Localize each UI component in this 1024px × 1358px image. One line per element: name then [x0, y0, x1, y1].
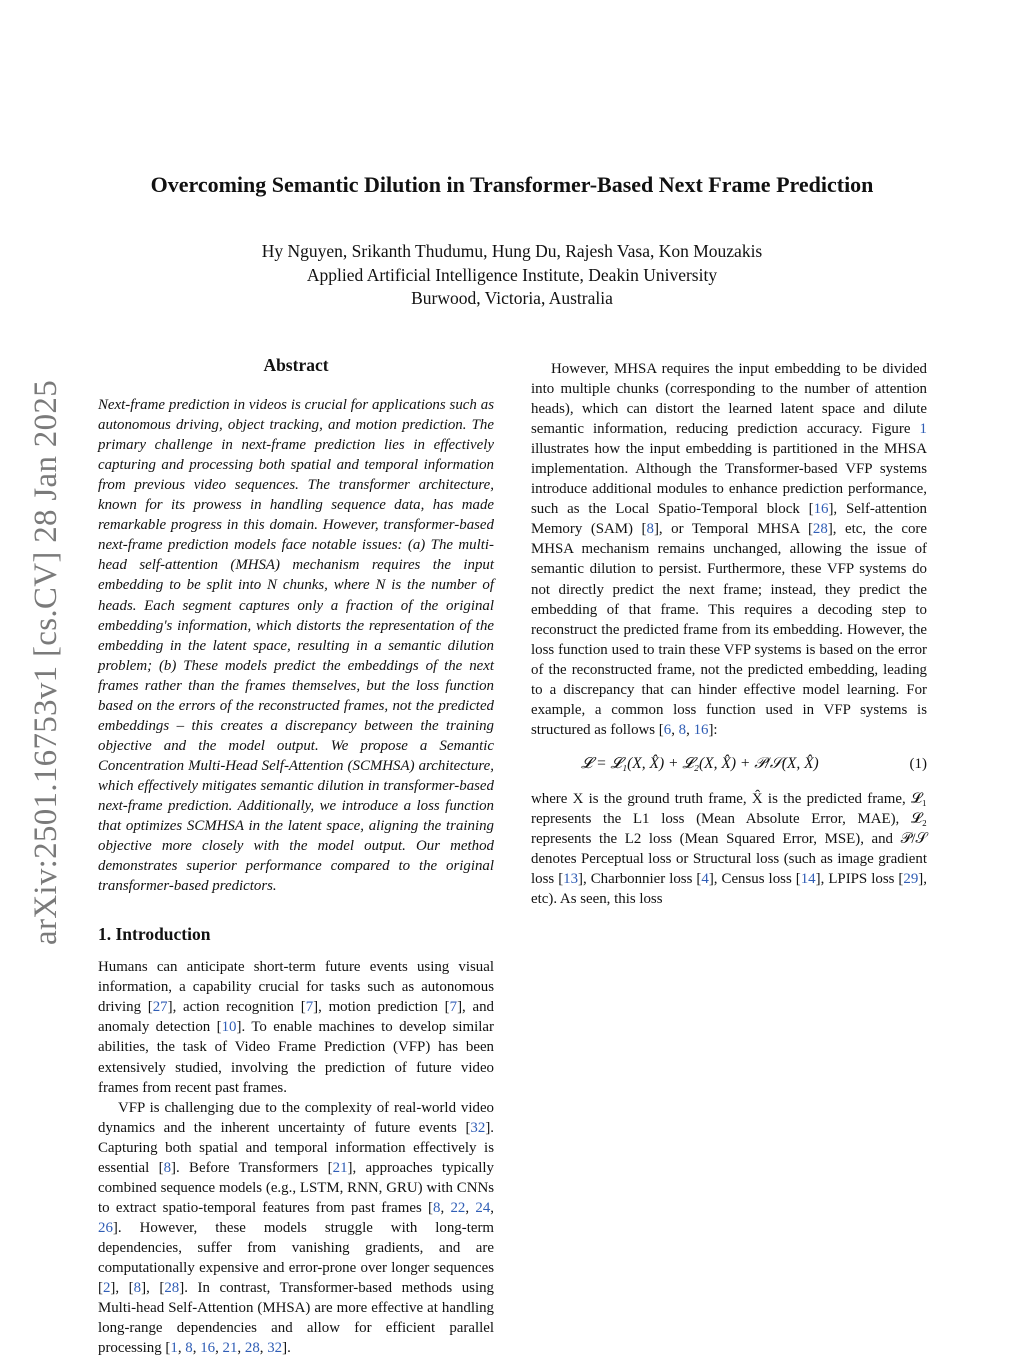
intro-paragraph-2: VFP is challenging due to the complexity of real-world video dynamics and the inherent uncertainty of future events [32]. Capturing both spatial and temporal information effectively is essential [8]. Before Transformers [21], approaches typically combined sequence models (e.g., LSTM, RNN, GRU) with CNNs to extract spatio-temporal features from past frames [8, 22, 24, 26]. However, these models struggle with long-term dependencies, suffer from vanishing gradients, and are computationally expensive and error-prone over longer sequences [2], [8], [28]. In contrast, Transformer-based methods using Multi-head Self-Attention (MHSA) are more effective at handling long-range dependencies and allow for efficient parallel processing [1, 8, 16, 21, 28, 32]. [98, 1099, 495, 1357]
citation-link[interactable]: 21 [332, 1159, 348, 1176]
citation-link[interactable]: 6 [663, 721, 672, 738]
citation-link[interactable]: 2 [102, 1280, 111, 1297]
citation-link[interactable]: 8 [678, 721, 687, 738]
equation-body: 𝓛 = 𝓛₁(X, X̂) + 𝓛₂(X, X̂) + 𝒫/𝒮(X, X̂) [581, 754, 819, 772]
citation-link[interactable]: 24 [475, 1199, 491, 1216]
paper-title: Overcoming Semantic Dilution in Transformer-Based Next Frame Prediction [150, 172, 874, 197]
intro-paragraph-4: where X is the ground truth frame, X̂ is the predicted frame, 𝓛₁ represents the L1 loss (Mean Absolute Error, MAE), 𝓛₂ represents the L2 loss (Mean Squared Error, MSE), and 𝒫/𝒮 denotes Perceptual loss or Structural loss (such as image gradient loss [13], Charbonnier loss [4], Census loss [14], LPIPS loss [29], etc). As seen, this loss [531, 790, 927, 908]
abstract-text: Next-frame prediction in videos is crucial for applications such as autonomous driving, object tracking, and motion prediction. The primary challenge in next-frame prediction lies in effectively capturing and processing both spatial and temporal information from previous video sequences. The transformer architecture, known for its prowess in handling sequence data, has made remarkable progress in this domain. However, transformer-based next-frame prediction models face notable issues: (a) The multi-head self-attention (MHSA) mechanism requires the input embedding to be split into N chunks, where N is the number of heads. Each segment captures only a fraction of the original embedding's information, which distorts the representation of the embedding in the latent space, resulting in a semantic dilution problem; (b) These models predict the embeddings of the next frames rather than the frames themselves, but the loss function based on the errors of the reconstructed frames, not the predicted embeddings – this creates a discrepancy between the training objective and the model output. We propose a Semantic Concentration Multi-Head Self-Attention (SCMHSA) architecture, which effectively mitigates semantic dilution in transformer-based next-frame prediction. Additionally, we introduce a loss function that optimizes SCMHSA in the latent space, aligning the training objective more closely with the model output. Our method demonstrates superior performance compared to the original transformer-based predictors. [98, 397, 494, 895]
author-list: Hy Nguyen, Srikanth Thudumu, Hung Du, Rajesh Vasa, Kon Mouzakis [261, 241, 763, 261]
citation-link[interactable]: 32 [470, 1119, 486, 1136]
citation-link[interactable]: 16 [200, 1340, 216, 1357]
location: Burwood, Victoria, Australia [411, 288, 613, 308]
citation-link[interactable]: 32 [267, 1340, 283, 1357]
citation-link[interactable]: 14 [800, 871, 816, 888]
citation-link[interactable]: 22 [450, 1199, 466, 1216]
citation-link[interactable]: 16 [813, 501, 829, 518]
citation-link[interactable]: 28 [244, 1340, 260, 1357]
arxiv-identifier: arXiv:2501.16753v1 [cs.CV] 28 Jan 2025 [28, 379, 64, 945]
introduction-heading: 1. Introduction [98, 924, 211, 945]
citation-link[interactable]: 27 [152, 999, 168, 1016]
right-column [531, 359, 927, 909]
citation-link[interactable]: 1 [919, 421, 927, 438]
intro-paragraph-1: Humans can anticipate short-term future events using visual information, a capability crucial for tasks such as autonomous driving [27], action recognition [7], motion prediction [7], and anomaly detection [10]. To enable machines to develop similar abilities, the task of Video Frame Prediction (VFP) has been extensively studied, involving the prediction of future video frames from recent past frames. [98, 959, 495, 1096]
citation-link[interactable]: 8 [433, 1199, 441, 1216]
citation-link[interactable]: 8 [185, 1340, 193, 1357]
left-column [98, 355, 494, 1358]
loss-equation [531, 746, 927, 786]
citation-link[interactable]: 28 [812, 521, 828, 538]
citation-link[interactable]: 8 [133, 1280, 142, 1297]
citation-link[interactable]: 26 [98, 1219, 113, 1236]
citation-link[interactable]: 1 [170, 1340, 178, 1357]
equation-number: (1) [909, 755, 927, 772]
citation-link[interactable]: 4 [701, 871, 709, 888]
intro-paragraph-3: However, MHSA requires the input embedding to be divided into multiple chunks (corresponding to the number of attention heads), which can distort the learned latent space and dilute semantic information, reducing prediction accuracy. Figure 1 illustrates how the input embedding is partitioned in the MHSA implementation. Although the Transformer-based VFP systems introduce additional modules to enhance prediction performance, such as the Local Spatio-Temporal block [16], Self-attention Memory (SAM) [8], or Temporal MHSA [28], etc, the core MHSA mechanism remains unchanged, allowing the issue of semantic dilution to persist. Furthermore, these VFP systems do not directly predict the next frame; instead, they predict the embedding of that frame. This requires a decoding step to reconstruct the predicted frame from its embedding. However, the loss function used to train these VFP systems is based on the error of the reconstructed frame, not the predicted embedding, leading to a discrepancy that can hinder effective model learning. For example, a common loss function used in VFP systems is structured as follows [6, 8, 16]: [531, 361, 927, 738]
citation-link[interactable]: 8 [163, 1159, 172, 1176]
abstract-heading: Abstract [263, 355, 329, 375]
affiliation: Applied Artificial Intelligence Institute, Deakin University [306, 264, 718, 285]
citation-link[interactable]: 21 [222, 1340, 238, 1357]
citation-link[interactable]: 7 [305, 999, 314, 1016]
citation-link[interactable]: 16 [693, 721, 709, 738]
author-block [160, 240, 864, 311]
citation-link[interactable]: 10 [221, 1019, 237, 1036]
citation-link[interactable]: 7 [449, 999, 458, 1016]
citation-link[interactable]: 28 [164, 1280, 180, 1297]
citation-link[interactable]: 8 [646, 521, 654, 538]
citation-link[interactable]: 13 [563, 871, 579, 888]
citation-link[interactable]: 29 [903, 871, 919, 888]
